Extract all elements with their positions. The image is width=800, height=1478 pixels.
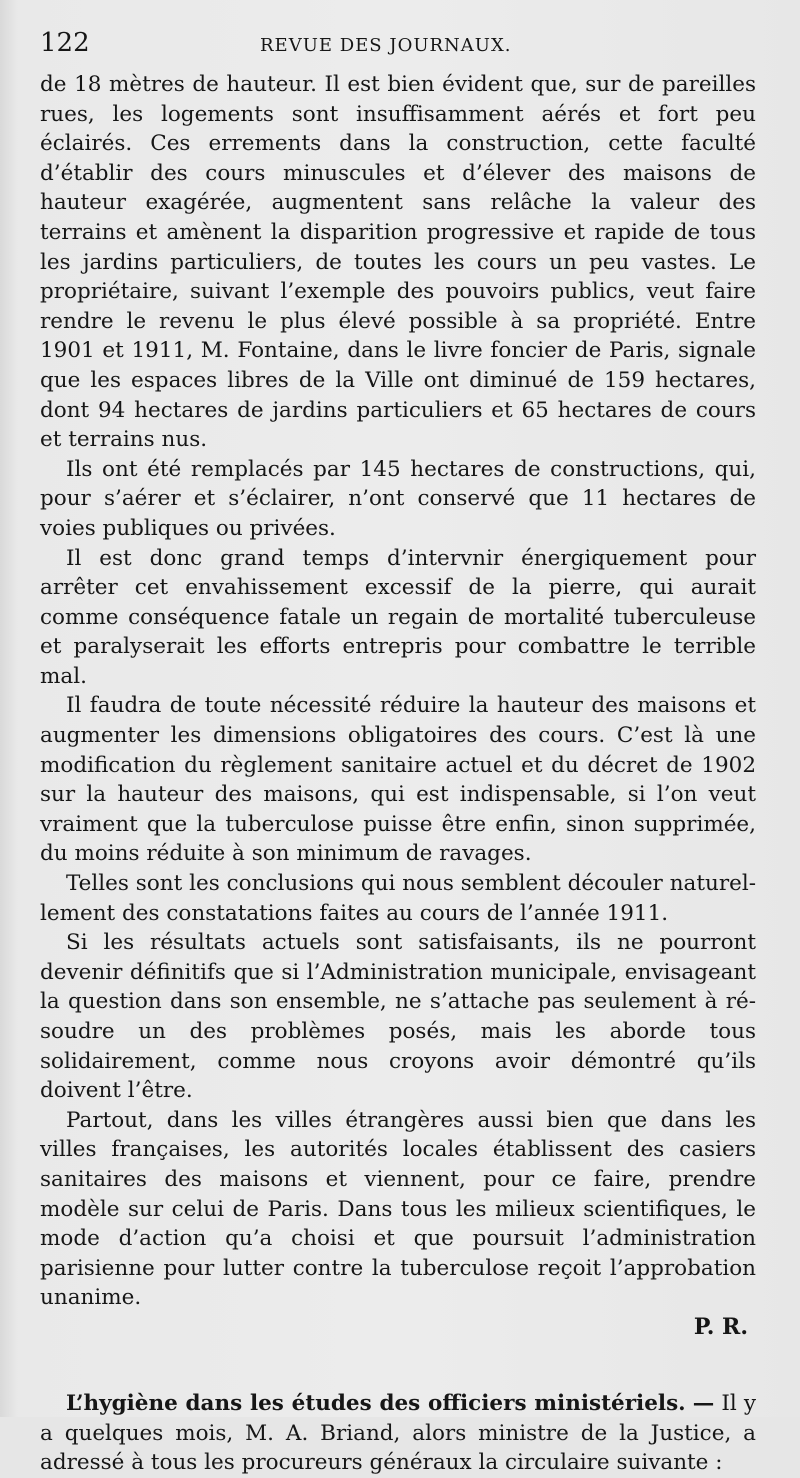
- page-number: 122: [40, 28, 90, 58]
- next-article-text: Il y a quelques mois, M. A. Briand, alors ministre de la Justice, a adressé à tous les procureurs généraux la circulaire suivante :: [40, 1390, 756, 1476]
- paragraph-7: Partout, dans les villes étrangères aussi bien que dans les villes françaises, les autorités locales établissent des casiers sanitaires des maisons et viennent, pour ce faire, prendre modèle sur celui de Paris. Dans tous les milieux scientifiques, le mode d’action qu’a choisi et que poursuit l’administration parisienne pour lutter contre la tuberculose reçoit l’approbation unanime.: [40, 1107, 756, 1311]
- paragraph-4: Il faudra de toute nécessité réduire la hauteur des maisons et augmenter les dimensions obligatoires des cours. C’est là une modification du règlement sanitaire actuel et du décret de 1902 sur la hauteur des maisons, qui est indispensable, si l’on veut vraiment que la tuberculose puisse être enfin, sinon supprimée, du moins réduite à son minimum de ravages.: [40, 693, 756, 867]
- article-body: [40, 70, 756, 1478]
- paragraph-5: Telles sont les conclusions qui nous semblent découler naturellement des constatations faites au cours de l’année 1911.: [40, 871, 756, 926]
- paragraph-6: Si les résultats actuels sont satisfaisants, ils ne pourront devenir définitifs que si l’Administration municipale, envisageant la question dans son ensemble, ne s’attache pas seulement à résoudre un des problèmes posés, mais les aborde tous solidairement, comme nous croyons avoir démontré qu’ils doivent l’être.: [40, 930, 756, 1104]
- author-signature: P. R.: [693, 1313, 748, 1340]
- heading-dash: —: [692, 1390, 715, 1416]
- section-heading: L’hygiène dans les études des officiers ministériels.: [66, 1390, 686, 1416]
- journal-title: REVUE DES JOURNAUX.: [260, 35, 512, 56]
- paragraph-1: de 18 mètres de hauteur. Il est bien évident que, sur de pareilles rues, les logements sont insuffisamment aérés et fort peu éclairés. Ces errements dans la construction, cette faculté d’établir des cours minuscules et d’élever des maisons de hauteur exagérée, augmentent sans relâche la valeur des terrains et amènent la disparition progressive et rapide de tous les jardins particuliers, de toutes les cours un peu vastes. Le propriétaire, suivant l’exemple des pouvoirs publics, veut faire rendre le revenu le plus élevé possible à sa propriété. Entre 1901 et 1911, M. Fontaine, dans le livre foncier de Paris, signale que les espaces libres de la Ville ont diminué de 159 hectares, dont 94 hectares de jardins particuliers et 65 hectares de cours et terrains nus.: [40, 72, 756, 453]
- section-spacer: [40, 1343, 756, 1389]
- paragraph-3: Il est donc grand temps d’intervnir énergiquement pour arrêter cet envahissement excessif de la pierre, qui aurait comme conséquence fatale un regain de mortalité tuberculeuse et paralyserait les efforts entrepris pour combattre le terrible mal.: [40, 545, 756, 689]
- next-article-paragraph: [40, 1389, 756, 1478]
- paragraph-2: Ils ont été remplacés par 145 hectares de constructions, qui, pour s’aérer et s’éclairer, n’ont conservé que 11 hectares de voies publiques ou privées.: [40, 456, 756, 541]
- running-head: [40, 28, 756, 70]
